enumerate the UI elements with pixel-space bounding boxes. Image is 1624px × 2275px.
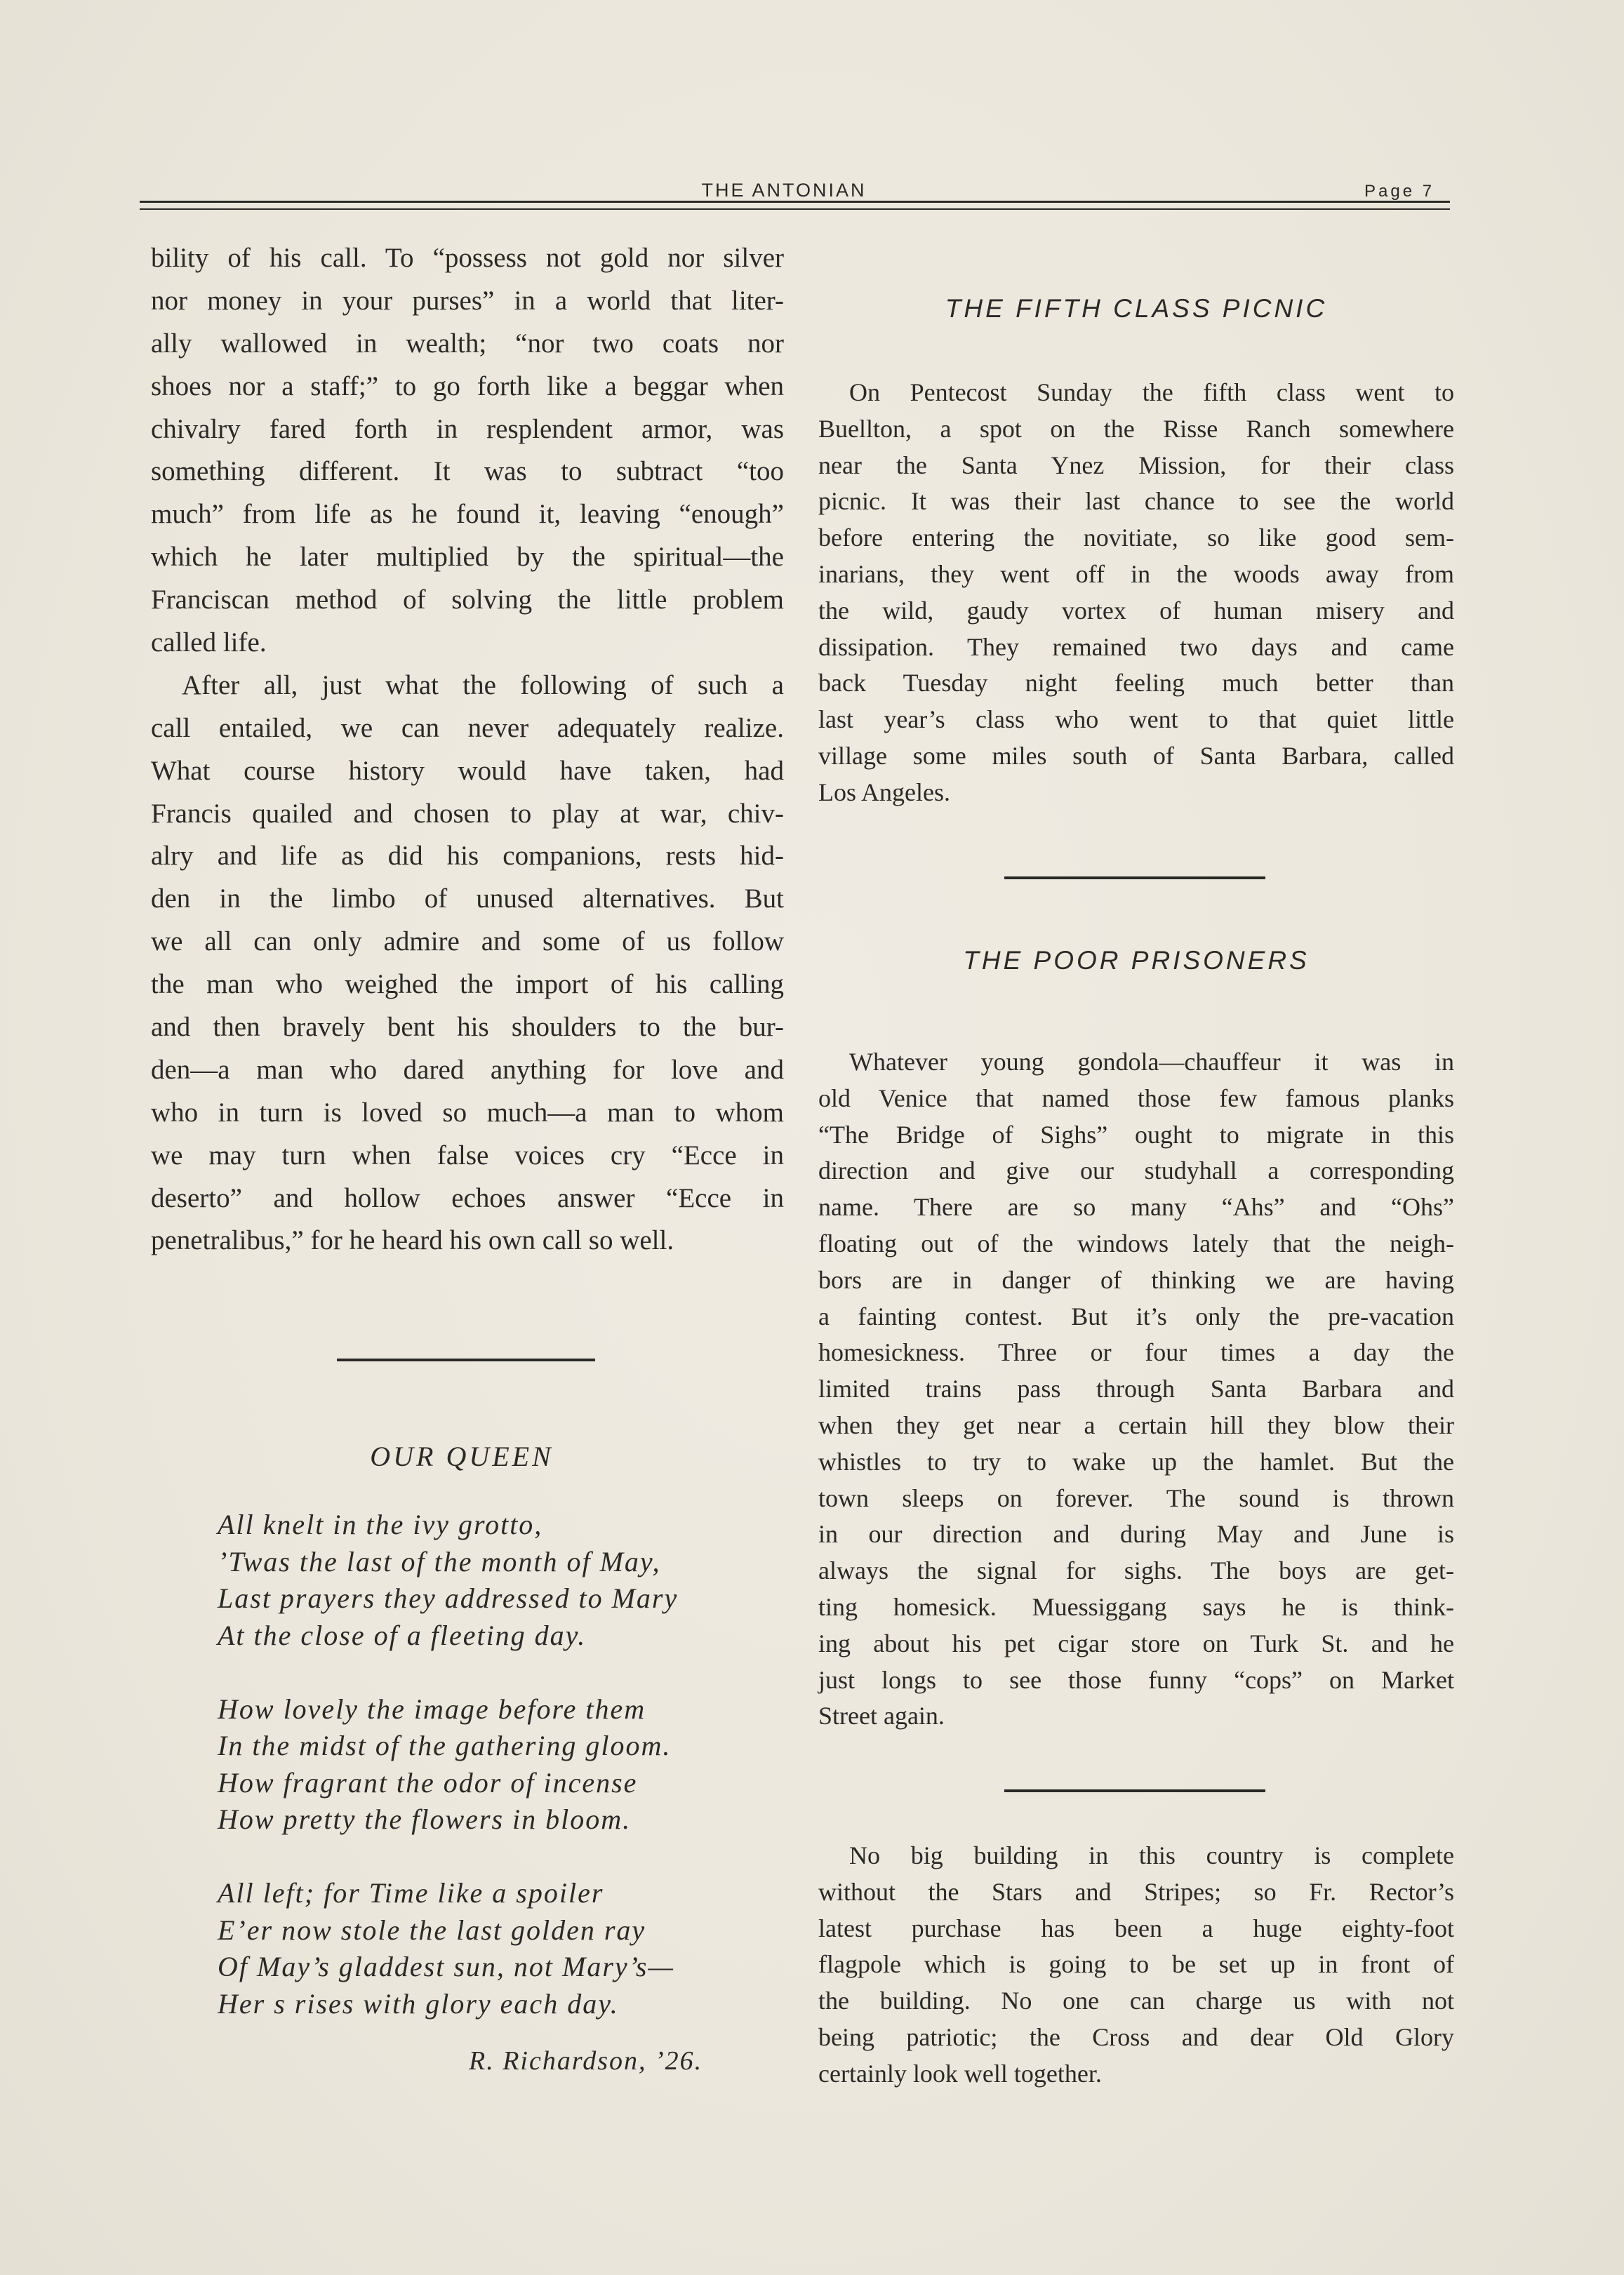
text-line: Francis quailed and chosen to play at war, chiv- bbox=[151, 798, 784, 829]
poem-stanza bbox=[218, 1875, 765, 2022]
text-line: the building. No one can charge us with not bbox=[818, 1987, 1454, 2015]
text-line: last year’s class who went to that quiet little bbox=[818, 705, 1454, 734]
text-line: chivalry fared forth in resplendent armor, was bbox=[151, 413, 784, 444]
text-line: After all, just what the following of such a bbox=[182, 669, 784, 700]
text-line: bility of his call. To “possess not gold nor silver bbox=[151, 243, 784, 273]
text-line: limited trains pass through Santa Barbara and bbox=[818, 1375, 1454, 1403]
article-paragraph bbox=[818, 1044, 1454, 1735]
text-line: and then bravely bent his shoulders to the bur- bbox=[151, 1012, 784, 1043]
text-line: Whatever young gondola—chauffeur it was in bbox=[849, 1048, 1454, 1076]
text-line: which he later multiplied by the spiritual—the bbox=[151, 542, 784, 573]
text-line: Los Angeles. bbox=[818, 778, 950, 806]
section-title: THE POOR PRISONERS bbox=[963, 946, 1310, 975]
page-number: Page 7 bbox=[1364, 182, 1435, 201]
text-line: latest purchase has been a huge eighty-foot bbox=[818, 1914, 1454, 1942]
header-rule bbox=[140, 208, 1450, 210]
poem-line: How pretty the flowers in bloom. bbox=[218, 1803, 632, 1835]
text-line: without the Stars and Stripes; so Fr. Rector’s bbox=[818, 1877, 1454, 1906]
poem-stanza bbox=[218, 1507, 765, 1654]
text-line: dissipation. They remained two days and came bbox=[818, 632, 1454, 661]
text-line: who in turn is loved so much—a man to whom bbox=[151, 1097, 784, 1128]
section-divider bbox=[1004, 876, 1265, 879]
poem-line: All left; for Time like a spoiler bbox=[218, 1877, 604, 1909]
text-line: always the signal for sighs. The boys are get- bbox=[818, 1556, 1454, 1585]
text-line: we all can only admire and some of us follow bbox=[151, 926, 784, 957]
text-line: alry and life as did his companions, rests hid- bbox=[151, 841, 784, 872]
text-line: village some miles south of Santa Barbara, called bbox=[818, 741, 1454, 770]
text-line: homesickness. Three or four times a day the bbox=[818, 1338, 1454, 1367]
poem-line: In the midst of the gathering gloom. bbox=[218, 1730, 672, 1761]
text-line: nor money in your purses” in a world that liter- bbox=[151, 285, 784, 316]
article-paragraph bbox=[818, 1838, 1454, 2093]
poem-line: All knelt in the ivy grotto, bbox=[218, 1509, 543, 1540]
poem-line: At the close of a fleeting day. bbox=[218, 1619, 587, 1651]
text-line: just longs to see those funny “cops” on Market bbox=[818, 1665, 1454, 1694]
text-line: direction and give our studyhall a corresponding bbox=[818, 1156, 1454, 1185]
poem-title: OUR QUEEN bbox=[370, 1441, 554, 1472]
text-line: What course history would have taken, had bbox=[151, 755, 784, 786]
text-line: penetralibus,” for he heard his own call so well. bbox=[151, 1225, 674, 1256]
poem-line: Last prayers they addressed to Mary bbox=[218, 1582, 679, 1614]
text-line: whistles to try to wake up the hamlet. But the bbox=[818, 1447, 1454, 1476]
text-line: name. There are so many “Ahs” and “Ohs” bbox=[818, 1193, 1454, 1222]
publication-title: THE ANTONIAN bbox=[701, 180, 867, 201]
text-line: ting homesick. Muessiggang says he is think- bbox=[818, 1592, 1454, 1621]
text-line: floating out of the windows lately that the neigh- bbox=[818, 1229, 1454, 1257]
article-paragraph bbox=[818, 375, 1454, 811]
text-line: “The Bridge of Sighs” ought to migrate in this bbox=[818, 1120, 1454, 1149]
header-rule bbox=[140, 201, 1450, 203]
poem-line: How lovely the image before them bbox=[218, 1693, 646, 1725]
poem-author: R. Richardson, ’26. bbox=[469, 2046, 703, 2076]
poem-line: E’er now stole the last golden ray bbox=[218, 1914, 646, 1946]
text-line: ing about his pet cigar store on Turk St. and he bbox=[818, 1629, 1454, 1657]
text-line: den in the limbo of unused alternatives. But bbox=[151, 883, 784, 914]
section-divider bbox=[337, 1359, 595, 1361]
poem bbox=[218, 1507, 765, 2060]
text-line: town sleeps on forever. The sound is thrown bbox=[818, 1483, 1454, 1512]
text-line: shoes nor a staff;” to go forth like a beggar when bbox=[151, 371, 784, 401]
text-line: we may turn when false voices cry “Ecce in bbox=[151, 1140, 784, 1170]
text-line: before entering the novitiate, so like good sem- bbox=[818, 523, 1454, 552]
text-line: much” from life as he found it, leaving “enough” bbox=[151, 499, 784, 530]
text-line: deserto” and hollow echoes answer “Ecce in bbox=[151, 1182, 784, 1213]
text-line: Buellton, a spot on the Risse Ranch somewhere bbox=[818, 414, 1454, 443]
section-title: THE FIFTH CLASS PICNIC bbox=[945, 294, 1328, 323]
poem-line: ’Twas the last of the month of May, bbox=[218, 1545, 661, 1577]
text-line: a fainting contest. But it’s only the pre-vacation bbox=[818, 1302, 1454, 1330]
text-line: inarians, they went off in the woods away from bbox=[818, 559, 1454, 588]
article-paragraph bbox=[151, 237, 784, 665]
article-paragraph bbox=[151, 665, 784, 1262]
text-line: the wild, gaudy vortex of human misery and bbox=[818, 596, 1454, 625]
left-column-article bbox=[151, 237, 784, 1262]
text-line: certainly look well together. bbox=[818, 2059, 1102, 2088]
text-line: picnic. It was their last chance to see the world bbox=[818, 487, 1454, 516]
poem-stanza bbox=[218, 1691, 765, 1839]
text-line: when they get near a certain hill they blow their bbox=[818, 1410, 1454, 1439]
text-line: back Tuesday night feeling much better than bbox=[818, 669, 1454, 698]
text-line: No big building in this country is complete bbox=[849, 1841, 1454, 1869]
section-divider bbox=[1004, 1789, 1265, 1792]
text-line: den—a man who dared anything for love and bbox=[151, 1054, 784, 1085]
text-line: On Pentecost Sunday the fifth class went to bbox=[849, 378, 1454, 406]
poem-line: Her s rises with glory each day. bbox=[218, 1987, 619, 2020]
text-line: in our direction and during May and June is bbox=[818, 1520, 1454, 1549]
text-line: called life. bbox=[151, 627, 267, 658]
text-line: bors are in danger of thinking we are having bbox=[818, 1265, 1454, 1294]
text-line: something different. It was to subtract “too bbox=[151, 456, 784, 487]
text-line: near the Santa Ynez Mission, for their class bbox=[818, 451, 1454, 479]
text-line: Street again. bbox=[818, 1702, 945, 1730]
text-line: being patriotic; the Cross and dear Old Glory bbox=[818, 2022, 1454, 2051]
text-line: old Venice that named those few famous planks bbox=[818, 1083, 1454, 1112]
text-line: Franciscan method of solving the little problem bbox=[151, 585, 784, 615]
text-line: ally wallowed in wealth; “nor two coats nor bbox=[151, 328, 784, 359]
text-line: call entailed, we can never adequately realize. bbox=[151, 712, 784, 743]
text-line: the man who weighed the import of his calling bbox=[151, 969, 784, 1000]
text-line: flagpole which is going to be set up in front of bbox=[818, 1950, 1454, 1979]
poem-line: How fragrant the odor of incense bbox=[218, 1766, 638, 1799]
poem-line: Of May’s gladdest sun, not Mary’s— bbox=[218, 1951, 674, 1982]
